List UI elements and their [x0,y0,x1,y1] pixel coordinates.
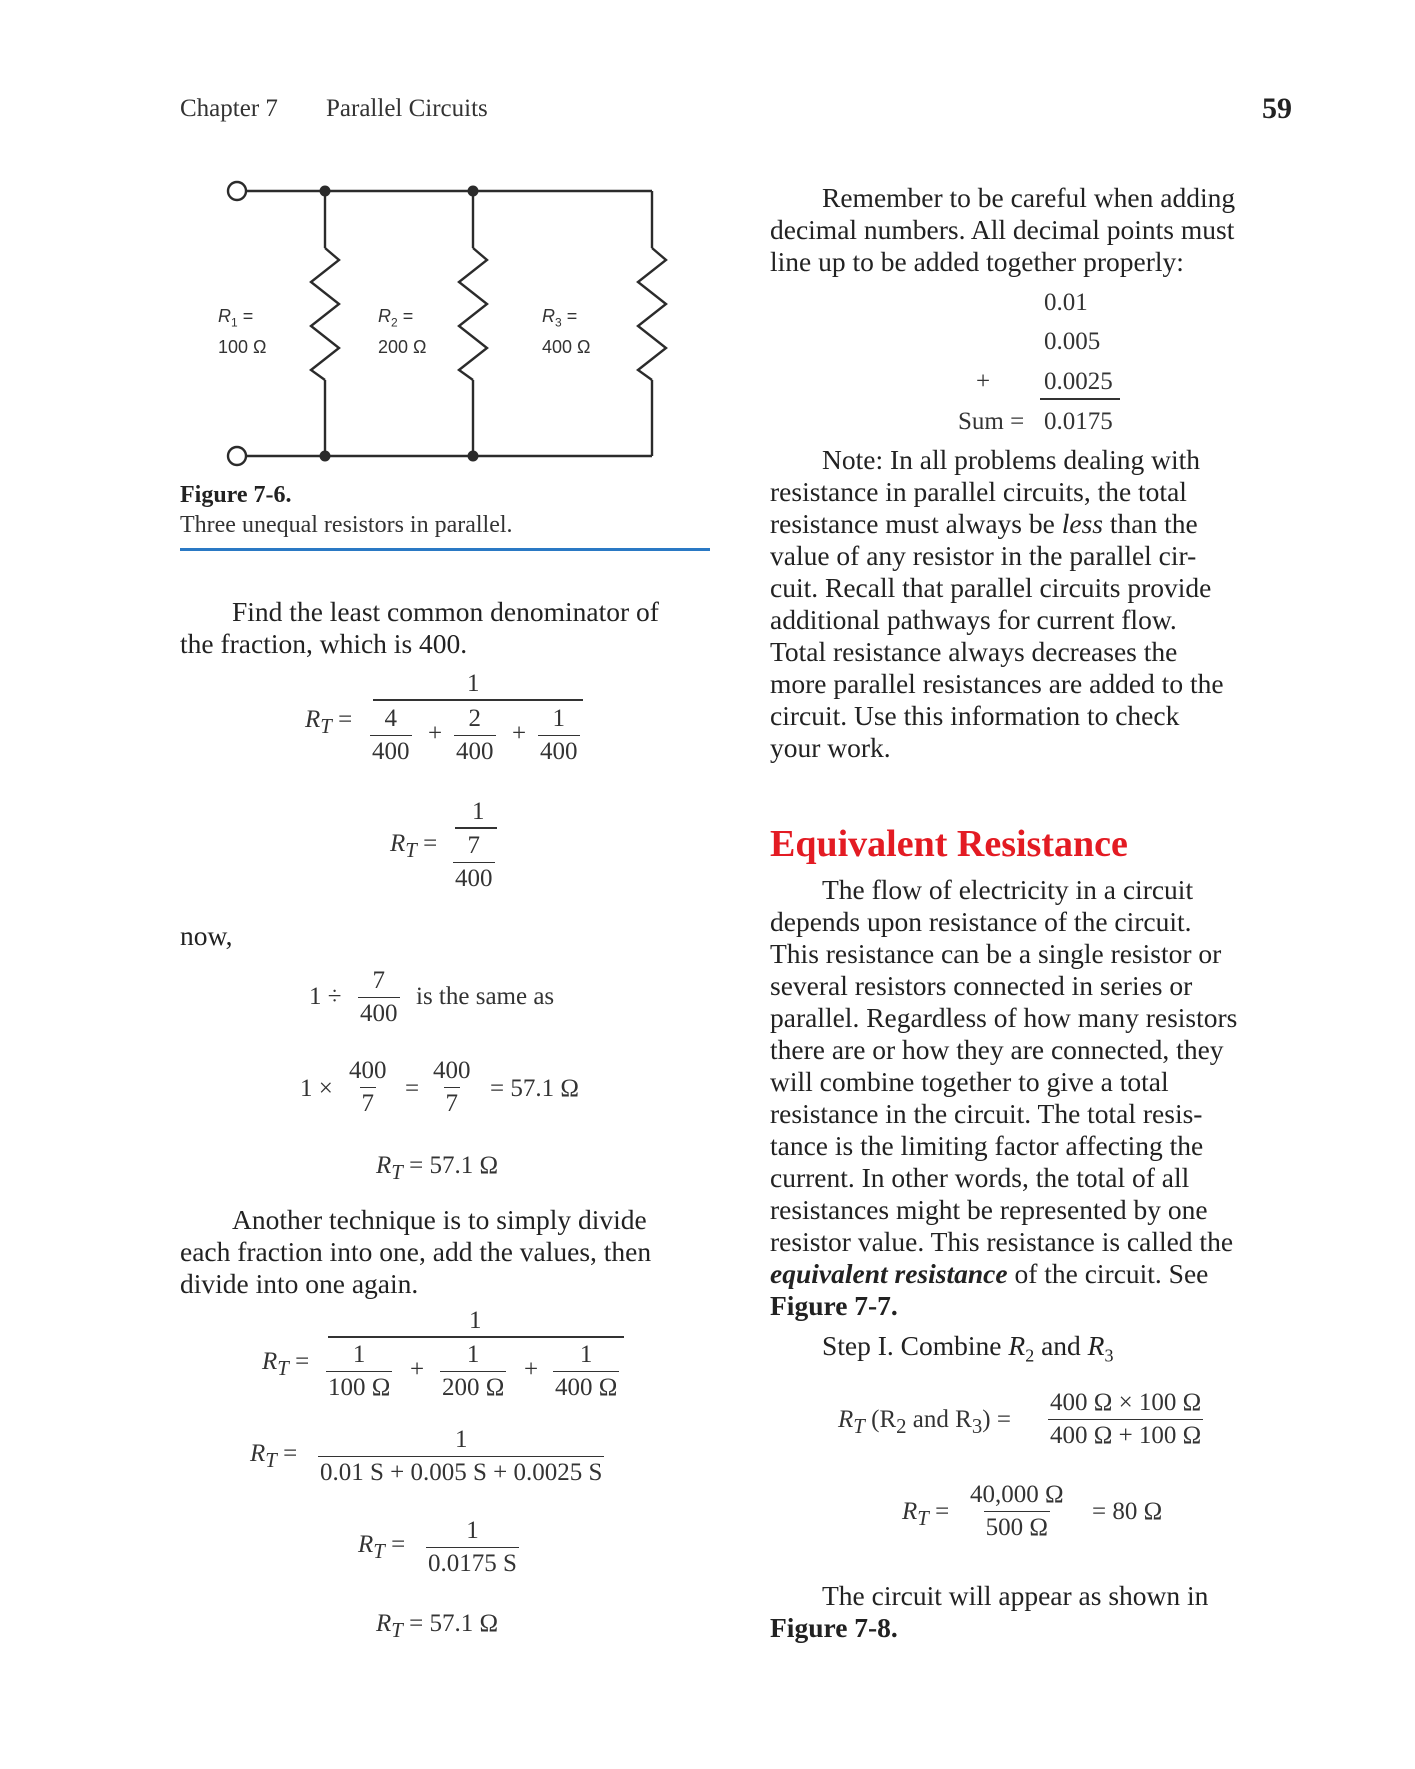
sum-rule [1040,398,1120,400]
equivalent-resistance-paragraph: The flow of electricity in a circuit depends upon resistance of the circuit. This resistance can be a single resistor or several resistors connected in series or parallel. Regardless of how many resistors there are or how they are connected, they will combine together to give a total resistance in the circuit. The total resis- tance is the limiting factor affecting the current. In other words, the total of all resistances might be represented by one resistor value. This resistance is called the equivalent resistance of the circuit. See Figure 7-7. [770,874,1238,1321]
eq1-term3: $\frac{1}{400}$ [540,705,578,765]
eq4-result: = 57.1 Ω [490,1075,579,1102]
r3-value: 400 Ω [542,337,591,357]
page-number: 59 [1262,92,1292,125]
r1-value: 100 Ω [218,337,267,357]
plus-sign: + [410,1356,425,1383]
sum-c: 0.0025 [1044,368,1113,395]
r3-label: $R_3$ = [542,306,578,330]
eq1-term2: $\frac{2}{400}$ [456,705,494,765]
chapter-label: Chapter 7 [180,95,278,122]
eq4-fraction1: $\frac{400}{7}$ [349,1057,387,1117]
result-eq-lhs: $R_T$ = [902,1498,950,1530]
r2-value: 200 Ω [378,337,427,357]
eq4-fraction2: $\frac{400}{7}$ [433,1057,471,1117]
combine-eq-fraction: $\frac{400 \Omega \times 100 \Omega}{400 \Omega + 100 \Omega}$ [1050,1389,1202,1449]
plus-sign: + [428,720,443,747]
eq1-lhs: $R_T$ = [305,706,353,738]
r1-label: $R_1$ = [218,306,254,330]
section-heading: Equivalent Resistance [770,823,1128,865]
top-terminal [228,182,246,200]
sum-label: Sum = [958,408,1025,435]
eq8-fraction: $\frac{1}{0.0175 S}$ [428,1517,517,1577]
parallel-circuit-diagram [200,170,680,470]
sum-total: 0.0175 [1044,408,1113,435]
eq6-term1: $\frac{1}{100 \Omega}$ [328,1341,391,1401]
caption-rule [180,548,710,551]
figure-caption-text: Three unequal resistors in parallel. [180,512,513,538]
resistor-r3 [638,248,666,380]
eq4-lead: 1 × [300,1075,333,1102]
eq6-fraction-bar [328,1336,624,1338]
eq5: $R_T = 57.1$ Ω [376,1152,499,1184]
junction-dot [468,451,479,462]
eq2-numerator: 1 [472,798,485,825]
junction-dot [320,186,331,197]
sum-plus: + [976,368,991,395]
note-paragraph: Note: In all problems dealing with resistance in parallel circuits, the total resistance must always be less than the value of any resistor in the parallel cir- cuit. Recall that parallel circuits provide additional pathways for current flow. Total resistance always decreases the more parallel resistances are added to the circuit. Use this information to check your work. [770,444,1224,763]
eq2-denominator: $\frac{7}{400}$ [455,832,493,892]
eq3-tail: is the same as [416,983,555,1010]
bottom-terminal [228,447,246,465]
eq1-numerator: 1 [467,670,480,697]
step-one: Step I. Combine $R_2$ and $R_3$ [822,1330,1114,1366]
lcd-paragraph: Find the least common denominator of the fraction, which is 400. [180,596,659,659]
resistor-r2 [459,248,487,380]
r2-label: $R_2$ = [378,306,414,330]
eq6-numerator: 1 [469,1307,482,1334]
eq9: $R_T = 57.1$ Ω [376,1610,499,1642]
now-text: now, [180,920,233,951]
eq8-lhs: $R_T$ = [358,1531,406,1563]
result-eq-value: = 80 Ω [1092,1498,1163,1525]
figure-caption-title: Figure 7-6. [180,482,292,508]
eq7-lhs: $R_T$ = [250,1440,298,1472]
sum-b: 0.005 [1044,328,1101,355]
eq6-term2: $\frac{1}{200 \Omega}$ [442,1341,505,1401]
eq1-fraction-bar [373,699,583,701]
eq3-fraction: $\frac{7}{400}$ [360,967,398,1027]
combine-eq-lhs: $R_T$ ($R_2$ and $R_3$) = [838,1406,1011,1438]
junction-dot [320,451,331,462]
resistor-r1 [311,248,339,380]
eq1-term1: $\frac{4}{400}$ [372,705,410,765]
technique-paragraph: Another technique is to simply divide each fraction into one, add the values, then divide into one again. [180,1204,652,1299]
eq7-fraction: $\frac{1}{0.01 S + 0.005 S + 0.0025 S}$ [320,1426,603,1486]
eq2-lhs: $R_T$ = [390,830,438,862]
plus-sign: + [524,1356,539,1383]
junction-dot [468,186,479,197]
closing-paragraph: The circuit will appear as shown in Figure 7-8. [770,1580,1209,1643]
chapter-title: Parallel Circuits [326,95,488,122]
result-eq-fraction: $\frac{40,000 \Omega}{500 \Omega}$ [970,1481,1064,1541]
eq2-fraction-bar [455,827,497,829]
eq3-lead: 1 ÷ [309,983,342,1010]
sum-a: 0.01 [1044,289,1088,316]
eq6-lhs: $R_T$ = [262,1348,310,1380]
plus-sign: + [512,720,527,747]
eq6-term3: $\frac{1}{400 \Omega}$ [555,1341,618,1401]
equals-sign: = [405,1075,420,1102]
decimal-paragraph: Remember to be careful when adding decimal numbers. All decimal points must line up to be added together properly: [770,182,1236,277]
